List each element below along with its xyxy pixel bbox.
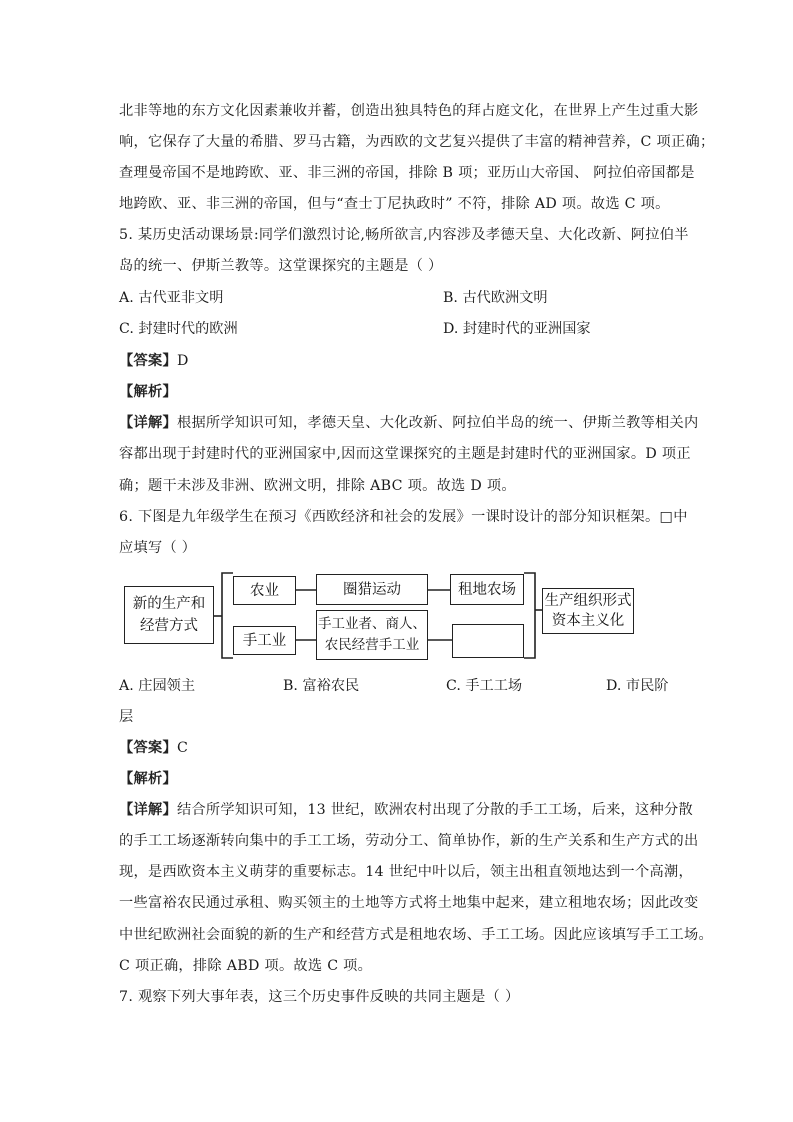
continuation-line-2: 响，它保存了大量的希腊、罗马古籍，为西欧的文艺复兴提供了丰富的精神营养，C 项正确； <box>119 134 715 150</box>
detail-text: 结合所学知识可知，13 世纪，欧洲农村出现了分散的手工工场，后来，这种分散 <box>176 802 693 818</box>
q6-option-d: D. 市民阶 <box>606 678 669 694</box>
continuation-line-4: 地跨欧、亚、非三洲的帝国，但与“查士丁尼执政时” 不符，排除 AD 项。故选 C 项。 <box>119 196 670 212</box>
diagram-box-agriculture: 农业 <box>233 576 296 605</box>
q5-stem-line-2: 岛的统一、伊斯兰教等。这堂课探究的主题是（ ） <box>119 258 443 274</box>
answer-tag: 【答案】 <box>119 353 177 369</box>
q6-option-d-wrap: 层 <box>119 709 134 725</box>
q6-detail-line-3: 现，是西欧资本主义萌芽的重要标志。14 世纪中叶以后，领主出租直领地达到一个高潮， <box>119 864 693 880</box>
q6-detail-line-6: C 项正确，排除 ABD 项。故选 C 项。 <box>119 958 373 974</box>
q5-detail-line-1 <box>119 413 699 433</box>
q5-analysis-tag <box>119 382 177 402</box>
diagram-box-capitalism: 生产组织形式 资本主义化 <box>542 588 634 634</box>
q5-option-d: D. 封建时代的亚洲国家 <box>443 321 591 337</box>
q6-stem-line-1: 6. 下图是九年级学生在预习《西欧经济和社会的发展》一课时设计的部分知识框架。□中 <box>119 509 688 525</box>
diagram-box-enclosure-movement: 圈猎运动 <box>316 574 428 605</box>
q5-detail-line-2: 容都出现于封建时代的亚洲国家中,因而这堂课探究的主题是封建时代的亚洲国家。D 项正 <box>119 446 691 462</box>
answer-tag: 【答案】 <box>119 740 177 756</box>
q6-option-b: B. 富裕农民 <box>283 678 360 694</box>
diagram-box-blank <box>452 624 524 658</box>
q5-option-b: B. 古代欧洲文明 <box>443 290 548 306</box>
diagram-box-craftsmen: 手工业者、商人、 农民经营手工业 <box>316 610 428 660</box>
answer-value: C <box>176 740 189 756</box>
detail-text: 根据所学知识可知，孝德天皇、大化改新、阿拉伯半岛的统一、伊斯兰教等相关内 <box>176 415 699 431</box>
diagram-box-handicraft: 手工业 <box>233 626 296 655</box>
q6-detail-line-4: 一些富裕农民通过承租、购买领主的土地等方式将土地集中起来，建立租地农场；因此改变 <box>119 895 699 911</box>
q6-stem-line-2: 应填写（ ） <box>119 540 197 556</box>
q5-option-c: C. 封建时代的欧洲 <box>119 321 238 337</box>
detail-tag: 【详解】 <box>119 802 177 818</box>
q5-answer <box>119 351 189 371</box>
answer-value: D <box>176 353 189 369</box>
detail-tag: 【详解】 <box>119 415 177 431</box>
diagram-box-new-production-mode: 新的生产和 经营方式 <box>124 586 214 644</box>
q5-detail-line-3: 确；题干未涉及非洲、欧洲文明，排除 ABC 项。故选 D 项。 <box>119 478 516 494</box>
q6-option-a: A. 庄园领主 <box>119 678 196 694</box>
q6-detail-line-1 <box>119 800 693 820</box>
continuation-line-1: 北非等地的东方文化因素兼收并蓄，创造出独具特色的拜占庭文化，在世界上产生过重大影 <box>119 103 699 119</box>
q5-stem-line-1: 5. 某历史活动课场景:同学们激烈讨论,畅所欲言,内容涉及孝德天皇、大化改新、阿拉伯半 <box>119 227 689 243</box>
q5-option-a: A. 古代亚非文明 <box>119 290 224 306</box>
continuation-line-3: 查理曼帝国不是地跨欧、亚、非三洲的帝国，排除 B 项；亚历山大帝国、 阿拉伯帝国都是 <box>119 165 695 181</box>
analysis-tag: 【解析】 <box>119 771 177 787</box>
q6-answer <box>119 738 188 758</box>
q6-analysis-tag <box>119 769 177 789</box>
q6-detail-line-5: 中世纪欧洲社会面貌的新的生产和经营方式是租地农场、手工工场。因此应该填写手工工场。 <box>119 927 713 943</box>
diagram-box-tenant-farm: 租地农场 <box>450 574 524 605</box>
analysis-tag: 【解析】 <box>119 384 177 400</box>
q6-option-c: C. 手工工场 <box>446 678 523 694</box>
q6-detail-line-2: 的手工工场逐渐转向集中的手工工场，劳动分工、简单协作，新的生产关系和生产方式的出 <box>119 833 699 849</box>
q7-stem: 7. 观察下列大事年表，这三个历史事件反映的共同主题是（ ） <box>119 989 520 1005</box>
